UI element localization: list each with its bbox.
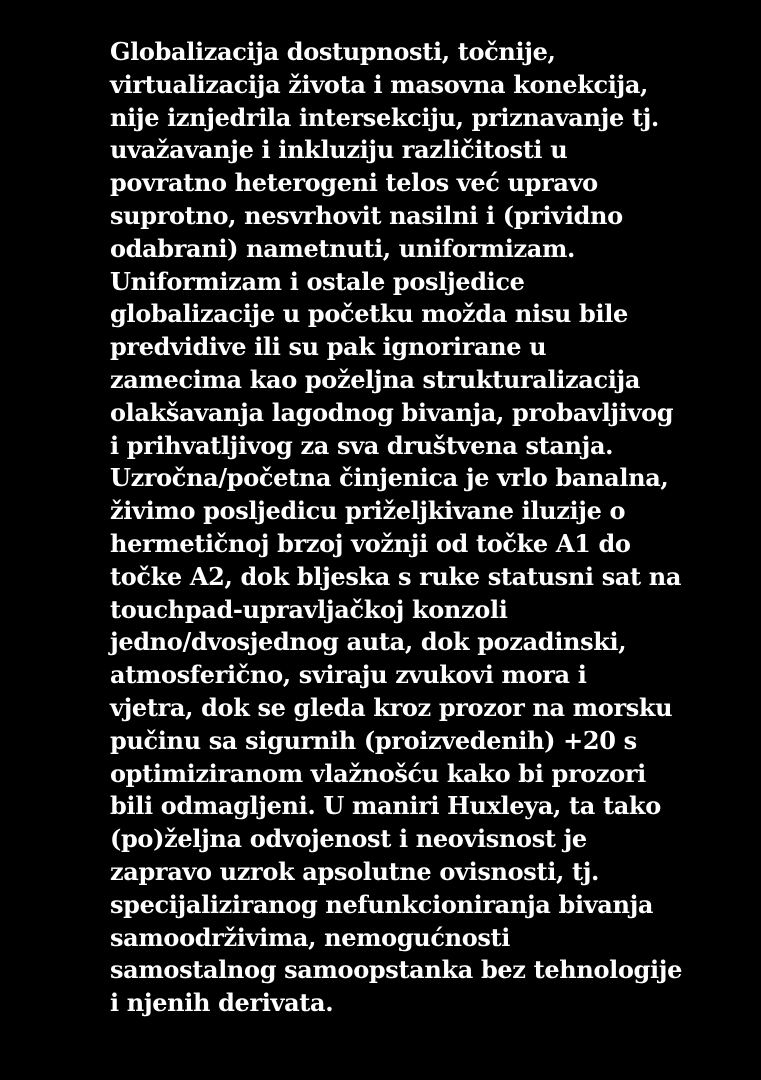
text-line: Uniformizam i ostale posljedice — [110, 266, 525, 296]
text-line: (po)željna odvojenost i neovisnost je — [110, 824, 587, 854]
text-line: i prihvatljivog za sva društvena stanja. — [110, 430, 614, 460]
text-line: jedno/dvosjednog auta, dok pozadinski, — [110, 627, 627, 657]
text-line: vjetra, dok se gleda kroz prozor na morsku — [110, 692, 673, 722]
text-line: nije iznjedrila intersekciju, priznavanje tj. — [110, 102, 659, 132]
text-line: hermetičnoj brzoj vožnji od točke A1 do — [110, 528, 631, 558]
text-line: Globalizacija dostupnosti, točnije, — [110, 37, 556, 66]
text-line: olakšavanja lagodnog bivanja, probavljivog — [110, 397, 674, 427]
text-line: predvidive ili su pak ignorirane u — [110, 332, 547, 362]
text-line: specijaliziranog nefunkcioniranja bivanja — [110, 889, 654, 919]
text-line: samostalnog samoopstanka bez tehnologije — [110, 955, 682, 985]
text-line: pučinu sa sigurnih (proizvedenih) +20 s — [110, 725, 637, 755]
body-paragraph — [110, 36, 750, 1020]
text-line: Uzročna/početna činjenica je vrlo banalna, — [110, 463, 669, 493]
text-line: optimiziranom vlažnošću kako bi prozori — [110, 758, 646, 788]
text-line: točke A2, dok bljeska s ruke statusni sat na — [110, 561, 682, 591]
text-line: zamecima kao poželjna strukturalizacija — [110, 364, 641, 394]
text-line: i njenih derivata. — [110, 988, 334, 1018]
text-line: povratno heterogeni telos već upravo — [110, 168, 598, 198]
text-line: samoodrživima, nemogućnosti — [110, 922, 511, 952]
text-line: zapravo uzrok apsolutne ovisnosti, tj. — [110, 856, 600, 886]
text-line: globalizacije u početku možda nisu bile — [110, 299, 628, 329]
text-line: odabrani) nametnuti, uniformizam. — [110, 233, 576, 263]
text-line: uvažavanje i inkluziju različitosti u — [110, 135, 568, 165]
text-line: atmosferično, sviraju zvukovi mora i — [110, 660, 587, 690]
text-line: virtualizacija života i masovna konekcija, — [110, 69, 649, 99]
text-line: suprotno, nesvrhovit nasilni i (prividno — [110, 200, 623, 230]
text-line: živimo posljedicu priželjkivane iluzije o — [110, 496, 626, 526]
text-line: bili odmagljeni. U maniri Huxleya, ta tako — [110, 791, 661, 821]
text-line: touchpad-upravljačkoj konzoli — [110, 594, 508, 624]
